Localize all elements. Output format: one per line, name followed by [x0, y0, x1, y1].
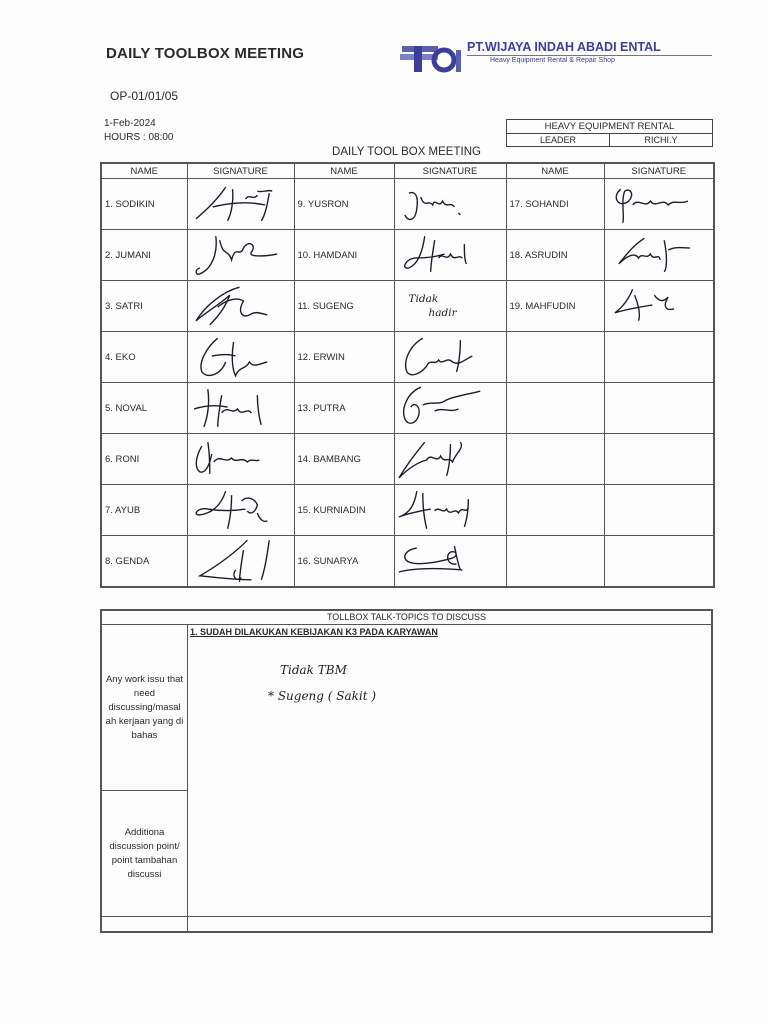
signature-icon — [188, 332, 294, 382]
empty-name-cell — [506, 485, 604, 536]
table-row — [101, 281, 714, 332]
column-header-signature: SIGNATURE — [394, 163, 506, 179]
absent-note-line-2: hadir — [428, 307, 457, 319]
attendee-name: 16. SUNARYA — [294, 536, 394, 588]
signature-cell — [394, 485, 506, 536]
signature-cell — [394, 179, 506, 230]
company-name: PT.WIJAYA INDAH ABADI ENTAL — [467, 40, 661, 54]
column-header-name: NAME — [294, 163, 394, 179]
signature-cell — [187, 179, 294, 230]
signature-icon — [395, 536, 506, 586]
signature-cell — [187, 485, 294, 536]
company-tagline: Heavy Equipment Rental & Repair Shop — [490, 57, 615, 64]
leader-name: RICHI.Y — [644, 135, 678, 145]
signature-icon — [395, 179, 506, 229]
column-header-signature: SIGNATURE — [604, 163, 714, 179]
signature-cell — [604, 383, 714, 434]
company-divider — [467, 55, 712, 56]
topic-item-1: 1. SUDAH DILAKUKAN KEBIJAKAN K3 PADA KARYAWAN — [190, 627, 438, 637]
attendee-name: 6. RONI — [101, 434, 187, 485]
signature-icon — [395, 434, 506, 484]
empty-name-cell — [506, 332, 604, 383]
hours-label: HOURS : — [104, 132, 146, 143]
signature-icon — [395, 383, 506, 433]
signature-cell — [604, 485, 714, 536]
attendance-table — [100, 162, 715, 588]
table-row — [101, 536, 714, 588]
signature-cell — [394, 434, 506, 485]
signature-cell — [604, 536, 714, 588]
attendee-name: 10. HAMDANI — [294, 230, 394, 281]
attendee-name: 7. AYUB — [101, 485, 187, 536]
signature-icon — [395, 485, 506, 535]
signature-cell — [604, 434, 714, 485]
topics-section — [100, 609, 713, 933]
signature-absent-note — [395, 292, 506, 320]
signature-icon — [188, 536, 294, 586]
signature-cell — [187, 281, 294, 332]
attendee-name: 18. ASRUDIN — [506, 230, 604, 281]
work-issue-label: Any work issu that need discussing/masal ah kerjaan yang di bahas — [102, 625, 187, 791]
attendee-name: 3. SATRI — [101, 281, 187, 332]
attendance-header-row — [101, 163, 714, 179]
attendee-name: 2. JUMANI — [101, 230, 187, 281]
attendee-name: 14. BAMBANG — [294, 434, 394, 485]
footer-divider — [102, 916, 711, 917]
signature-icon — [188, 485, 294, 535]
info-box-title: HEAVY EQUIPMENT RENTAL — [507, 120, 712, 134]
attendee-name: 13. PUTRA — [294, 383, 394, 434]
signature-cell — [604, 281, 714, 332]
table-row — [101, 434, 714, 485]
signature-icon — [605, 179, 714, 229]
additional-point-label: Additiona discussion point/ point tambahan discussi — [102, 791, 187, 917]
empty-name-cell — [506, 383, 604, 434]
signature-cell — [604, 179, 714, 230]
table-row — [101, 332, 714, 383]
info-box — [506, 119, 713, 147]
meeting-hours — [104, 132, 173, 143]
attendee-name: 11. SUGENG — [294, 281, 394, 332]
attendee-name: 17. SOHANDI — [506, 179, 604, 230]
attendee-name: 15. KURNIADIN — [294, 485, 394, 536]
signature-icon — [188, 434, 294, 484]
document-title: DAILY TOOLBOX MEETING — [106, 45, 305, 62]
company-logo-icon — [400, 40, 466, 74]
attendee-name: 8. GENDA — [101, 536, 187, 588]
column-header-name: NAME — [506, 163, 604, 179]
signature-cell — [394, 536, 506, 588]
topics-header: TOLLBOX TALK-TOPICS TO DISCUSS — [102, 611, 711, 625]
empty-name-cell — [506, 434, 604, 485]
signature-cell — [394, 332, 506, 383]
column-header-name: NAME — [101, 163, 187, 179]
empty-name-cell — [506, 536, 604, 588]
handwritten-note-2: * Sugeng ( Sakit ) — [268, 689, 377, 703]
signature-icon — [605, 281, 714, 331]
hours-value: 08:00 — [148, 132, 174, 143]
attendee-name: 12. ERWIN — [294, 332, 394, 383]
absent-note-line-1: Tidak — [408, 293, 439, 305]
leader-label: LEADER — [507, 134, 610, 147]
table-row — [101, 485, 714, 536]
signature-cell — [187, 383, 294, 434]
handwritten-note-1: Tidak TBM — [280, 663, 347, 677]
signature-icon — [188, 179, 294, 229]
attendee-name: 4. EKO — [101, 332, 187, 383]
signature-icon — [395, 332, 506, 382]
signature-cell — [394, 383, 506, 434]
signature-cell — [604, 332, 714, 383]
table-row — [101, 230, 714, 281]
attendee-name: 9. YUSRON — [294, 179, 394, 230]
column-header-signature: SIGNATURE — [187, 163, 294, 179]
table-row — [101, 383, 714, 434]
attendance-title: DAILY TOOL BOX MEETING — [332, 146, 481, 158]
attendee-name: 5. NOVAL — [101, 383, 187, 434]
signature-cell — [187, 536, 294, 588]
signature-icon — [188, 383, 294, 433]
signature-icon — [188, 281, 294, 331]
attendee-name: 19. MAHFUDIN — [506, 281, 604, 332]
table-row — [101, 179, 714, 230]
attendee-name: 1. SODIKIN — [101, 179, 187, 230]
signature-cell — [394, 230, 506, 281]
meeting-date: 1-Feb-2024 — [104, 118, 156, 129]
empty-footer-cell — [102, 917, 187, 931]
signature-cell — [394, 281, 506, 332]
signature-cell — [187, 332, 294, 383]
signature-cell — [604, 230, 714, 281]
signature-cell — [187, 230, 294, 281]
signature-icon — [395, 230, 506, 280]
signature-cell — [187, 434, 294, 485]
signature-icon — [605, 230, 714, 280]
signature-icon — [188, 230, 294, 280]
document-code: OP-01/01/05 — [110, 89, 179, 103]
